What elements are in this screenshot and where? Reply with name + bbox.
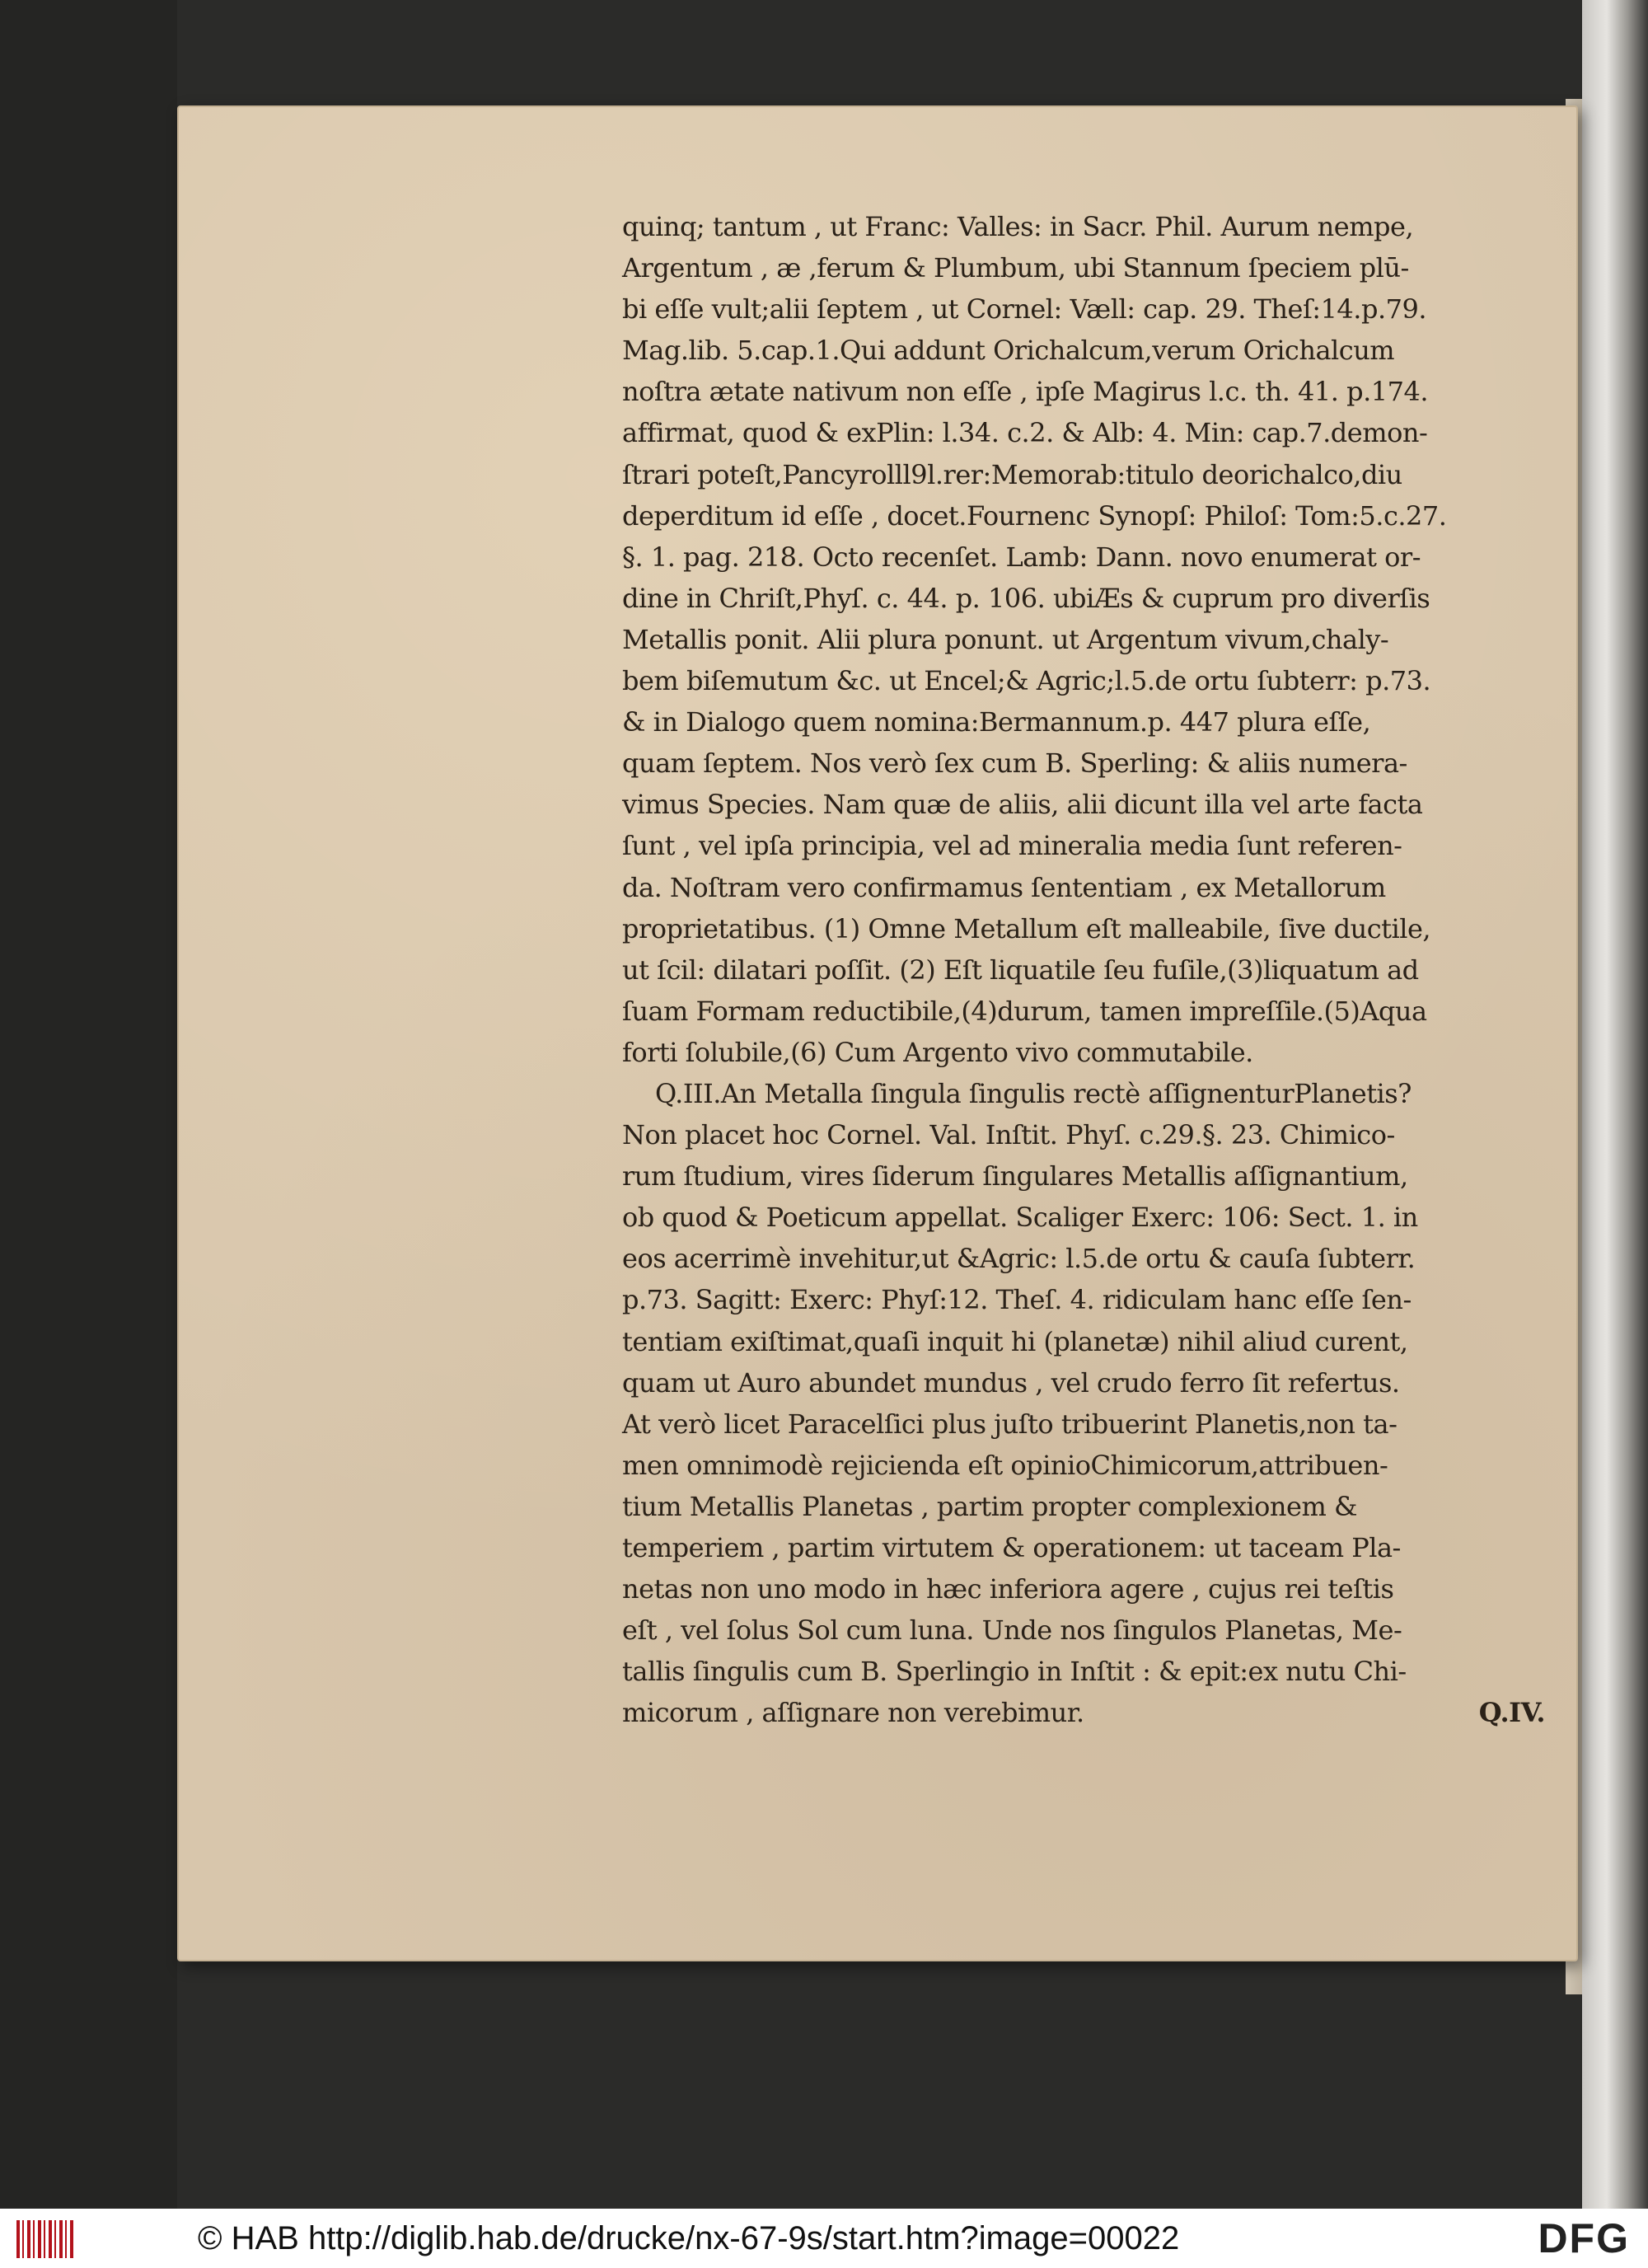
section-heading-line: Q.III.An Metalla ſingula ſingulis rectè aſſignenturPlanetis? (655, 1077, 1412, 1109)
text-line: eos acerrimè invehitur,ut &Agric: l.5.de ortu & cauſa ſubterr. (622, 1243, 1416, 1275)
footer-bar (0, 2209, 1648, 2268)
text-line: p.73. Sagitt: Exerc: Phyſ:12. Theſ. 4. ridiculam hanc eſſe ſen- (622, 1284, 1412, 1316)
text-line: Non placet hoc Cornel. Val. Inſtit. Phyſ. c.29.§. 23. Chimico- (622, 1119, 1395, 1151)
text-line: noſtra ætate nativum non eſſe , ipſe Magirus l.c. th. 41. p.174. (622, 376, 1429, 408)
last-line-row (622, 1692, 1545, 1733)
text-line: Metallis ponit. Alii plura ponunt. ut Argentum vivum,chaly- (622, 623, 1389, 655)
text-line: temperiem , partim virtutem & operationem: ut taceam Pla- (622, 1532, 1401, 1563)
text-line: dine in Chriſt,Phyſ. c. 44. p. 106. ubiÆs & cuprum pro diverſis (622, 582, 1430, 614)
dfg-logo: DFG (1538, 2215, 1630, 2261)
text-line: eſt , vel ſolus Sol cum luna. Unde nos ſingulos Planetas, Me- (622, 1614, 1402, 1647)
text-line: bem biſemutum &c. ut Encel;& Agric;l.5.de ortu ſubterr: p.73. (622, 665, 1431, 697)
text-line: §. 1. pag. 218. Octo recenſet. Lamb: Dann. novo enumerat or- (622, 541, 1421, 573)
page-text-block (622, 206, 1545, 1733)
scan-backdrop-right (1582, 0, 1648, 2209)
text-line: Argentum , æ ,ferum & Plumbum, ubi Stannum ſpeciem plū- (622, 252, 1409, 284)
text-line: vimus Species. Nam quæ de aliis, alii dicunt illa vel arte facta (622, 789, 1423, 821)
text-line: forti ſolubile,(6) Cum Argento vivo commutabile. (622, 1036, 1253, 1068)
text-line: rum ſtudium, vires ſiderum ſingulares Metallis aſſignantium, (622, 1160, 1408, 1193)
footer-source-link[interactable]: © HAB http://diglib.hab.de/drucke/nx-67-9s/start.htm?image=00022 (198, 2220, 1180, 2256)
text-line: ob quod & Poeticum appellat. Scaliger Exerc: 106: Sect. 1. in (622, 1202, 1418, 1234)
text-line: ſunt , vel ipſa principia, vel ad mineralia media ſunt referen- (622, 830, 1402, 862)
text-line: Mag.lib. 5.cap.1.Qui addunt Orichalcum,verum Orichalcum (622, 335, 1395, 367)
book-page (177, 105, 1578, 1961)
text-line: da. Noſtram vero confirmamus ſententiam , ex Metallorum (622, 871, 1386, 903)
hab-barcode-icon (16, 2220, 74, 2258)
catchword: Q.IV. (1478, 1697, 1545, 1729)
text-line: ut ſcil: dilatari poſſit. (2) Eſt liquatile ſeu fuſile,(3)liquatum ad (622, 954, 1419, 986)
text-line: tentiam exiſtimat,quaſi inquit hi (planetæ) nihil aliud curent, (622, 1325, 1408, 1357)
text-line: bi eſſe vult;alii ſeptem , ut Cornel: Væll: cap. 29. Theſ:14.p.79. (622, 293, 1426, 326)
text-line: tallis ſingulis cum B. Sperlingio in Inſtit : & epit:ex nutu Chi- (622, 1656, 1407, 1688)
text-line: deperditum id eſſe , docet.Fournenc Synopſ: Philoſ: Tom:5.c.27. (622, 499, 1447, 532)
text-line: & in Dialogo quem nomina:Bermannum.p. 447 plura eſſe, (622, 706, 1371, 738)
text-line: netas non uno modo in hæc inferiora agere , cujus rei teſtis (622, 1573, 1394, 1605)
text-line: quinq; tantum , ut Franc: Valles: in Sacr. Phil. Aurum nempe, (622, 211, 1414, 242)
text-line: quam ut Auro abundet mundus , vel crudo ferro ſit refertus. (622, 1366, 1400, 1399)
text-line: At verò licet Paracelſici plus juſto tribuerint Planetis,non ta- (622, 1408, 1398, 1440)
text-line: affirmat, quod & exPlin: l.34. c.2. & Alb: 4. Min: cap.7.demon- (622, 417, 1428, 449)
text-line: quam ſeptem. Nos verò ſex cum B. Sperling: & aliis numera- (622, 747, 1407, 780)
text-line: ſtrari poteſt,Pancyrolll9l.rer:Memorab:titulo deorichalco,diu (622, 458, 1402, 490)
text-line: men omnimodè rejicienda eſt opinioChimicorum,attribuen- (622, 1449, 1388, 1481)
text-line: tium Metallis Planetas , partim propter complexionem & (622, 1490, 1357, 1522)
text-line: ſuam Formam reductibile,(4)durum, tamen impreſſile.(5)Aqua (622, 995, 1427, 1027)
scan-backdrop-left (0, 0, 177, 2209)
text-line: proprietatibus. (1) Omne Metallum eſt malleabile, ſive ductile, (622, 912, 1431, 944)
text-line: micorum , aſſignare non verebimur. (622, 1697, 1084, 1729)
